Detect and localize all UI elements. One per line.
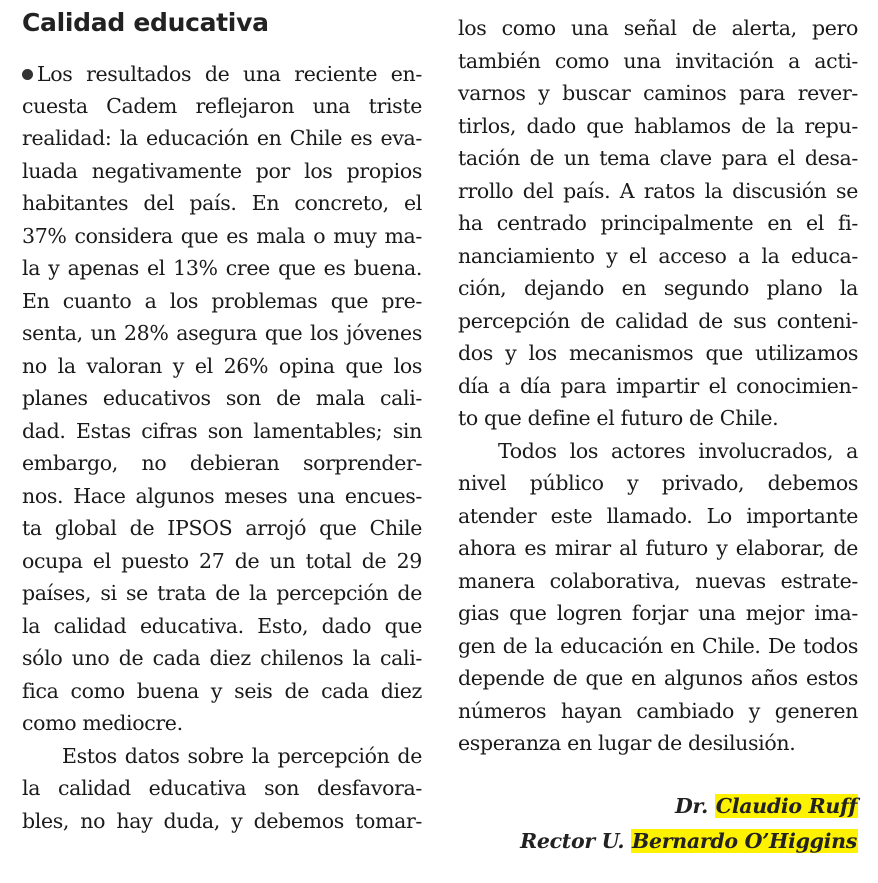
text-line: ahora es mirar al futuro y elaborar, de (458, 536, 858, 560)
text-line: percepción de calidad de sus conteni- (458, 309, 858, 333)
highlighted-text: Claudio Ruff (715, 794, 857, 818)
text-line: En cuanto a los problemas que pre- (22, 289, 422, 313)
text-line: tación de un tema clave para el desa- (458, 146, 858, 170)
text-line: día a día para impartir el conocimien- (458, 374, 858, 398)
bullet-icon (22, 69, 33, 80)
article-title: Calidad educativa (22, 8, 269, 37)
text-line: manera colaborativa, nuevas estrate- (458, 569, 858, 593)
text-line: planes educativos son de mala cali- (22, 386, 422, 410)
text-line: ha centrado principalmente en el fi- (458, 211, 858, 235)
text-line: to que define el futuro de Chile. (458, 406, 779, 430)
text-line: la y apenas el 13% cree que es buena. (22, 256, 422, 280)
text-line: depende de que en algunos años estos (458, 666, 858, 690)
text-line: la calidad educativa. Esto, dado que (22, 614, 422, 638)
text-line: varnos y buscar caminos para rever- (458, 81, 858, 105)
text-line: gias que logren forjar una mejor ima- (458, 601, 858, 625)
text-line: no la valoran y el 26% opina que los (22, 354, 422, 378)
text-line: ción, dejando en segundo plano la (458, 276, 858, 300)
text-line: dad. Estas cifras son lamentables; sin (22, 419, 422, 443)
text-line: luada negativamente por los propios (22, 159, 422, 183)
text-line: ocupa el puesto 27 de un total de 29 (22, 549, 422, 573)
text-line: rrollo del país. A ratos la discusión se (458, 179, 858, 203)
text-line: Todos los actores involucrados, a (498, 439, 858, 463)
highlighted-text: Bernardo O’Higgins (632, 829, 857, 853)
text-line: Estos datos sobre la percepción de (62, 744, 422, 768)
text-line: senta, un 28% asegura que los jóvenes (22, 321, 422, 345)
text-line: países, si se trata de la percepción de (22, 581, 422, 605)
author-affiliation: Rector U. Bernardo O’Higgins (520, 829, 857, 853)
text-line: como mediocre. (22, 711, 183, 735)
text-line: Los resultados de una reciente en- (22, 58, 422, 90)
text-line: cuesta Cadem reflejaron una triste (22, 94, 422, 118)
text-line: atender este llamado. Lo importante (458, 504, 858, 528)
text-line: nos. Hace algunos meses una encues- (22, 484, 422, 508)
text-line: fica como buena y seis de cada diez (22, 679, 422, 703)
text-line: la calidad educativa son desfavora- (22, 776, 422, 800)
text-line: números hayan cambiado y generen (458, 699, 858, 723)
text-line: los como una señal de alerta, pero (458, 16, 858, 40)
text-line: 37% considera que es mala o muy ma- (22, 224, 422, 248)
author-name: Dr. Claudio Ruff (675, 794, 857, 818)
text-line: dos y los mecanismos que utilizamos (458, 341, 858, 365)
text-line: nivel público y privado, debemos (458, 471, 858, 495)
text-line: gen de la educación en Chile. De todos (458, 634, 858, 658)
text-line: esperanza en lugar de desilusión. (458, 731, 796, 755)
text-line: nanciamiento y el acceso a la educa- (458, 244, 858, 268)
text-line: tirlos, dado que hablamos de la repu- (458, 114, 858, 138)
text-line: también como una invitación a acti- (458, 49, 858, 73)
text-line: bles, no hay duda, y debemos tomar- (22, 809, 422, 833)
text-line: habitantes del país. En concreto, el (22, 191, 422, 215)
text-line: realidad: la educación en Chile es eva- (22, 126, 422, 150)
text-line: embargo, no debieran sorprender- (22, 451, 422, 475)
text-line: ta global de IPSOS arrojó que Chile (22, 516, 422, 540)
text-line: sólo uno de cada diez chilenos la cali- (22, 646, 422, 670)
